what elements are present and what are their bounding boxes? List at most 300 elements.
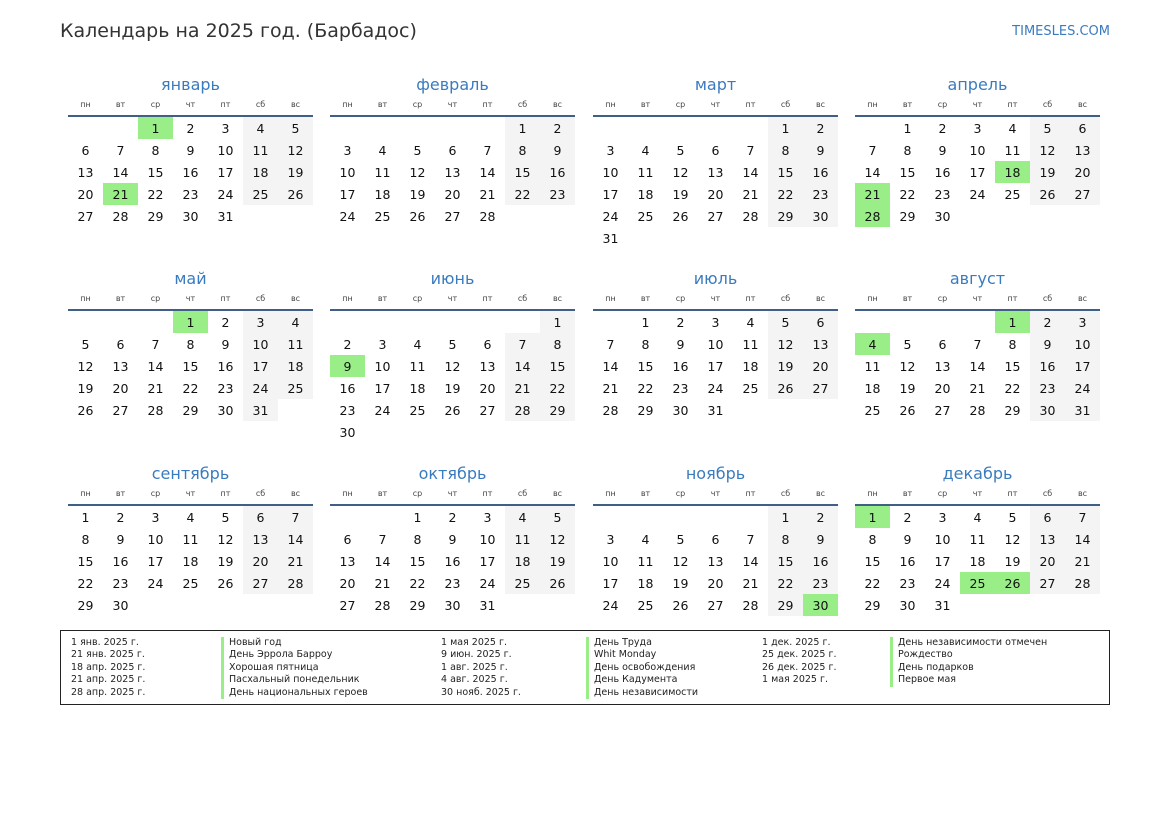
day-cell: 25 — [864, 402, 881, 418]
day-cell: 6 — [116, 336, 125, 352]
legend-holiday-name: День Кадумента — [586, 674, 698, 686]
weekday-header — [593, 291, 838, 306]
day-cell: 15 — [768, 161, 803, 183]
holiday-day-cell: 9 — [330, 355, 365, 377]
day-cell: 18 — [969, 553, 986, 569]
month-name: сентябрь — [151, 464, 230, 483]
day-cell: 16 — [1030, 355, 1065, 377]
empty-cell — [593, 506, 628, 528]
legend-date: 1 мая 2025 г. — [441, 637, 507, 648]
legend-dates-col-1 — [71, 637, 145, 699]
empty-cell — [365, 311, 400, 333]
day-cell: 11 — [374, 164, 391, 180]
day-cell: 16 — [899, 553, 916, 569]
day-cell: 25 — [182, 575, 199, 591]
weekday-label: вс — [290, 489, 301, 498]
day-cell: 13 — [77, 164, 94, 180]
day-cell: 17 — [339, 186, 356, 202]
weekday-label: пн — [605, 489, 616, 498]
weekday-header — [593, 97, 838, 112]
day-cell: 9 — [186, 142, 195, 158]
weekday-label: вт — [902, 294, 913, 303]
day-cell: 2 — [938, 120, 947, 136]
day-cell: 14 — [147, 358, 164, 374]
day-cell: 21 — [969, 380, 986, 396]
day-cell: 3 — [343, 142, 352, 158]
day-cell: 13 — [803, 333, 838, 355]
weekday-header — [593, 486, 838, 501]
legend-holiday-name: Пасхальный понедельник — [221, 674, 368, 686]
day-cell: 17 — [479, 553, 496, 569]
day-cell: 23 — [339, 402, 356, 418]
day-cell: 19 — [672, 186, 689, 202]
day-cell: 10 — [934, 531, 951, 547]
empty-cell — [330, 117, 365, 139]
empty-cell — [855, 117, 890, 139]
day-cell: 14 — [505, 355, 540, 377]
day-cell: 31 — [1065, 399, 1100, 421]
day-cell: 7 — [116, 142, 125, 158]
day-cell: 26 — [278, 183, 313, 205]
day-cell: 9 — [938, 142, 947, 158]
day-cell: 17 — [969, 164, 986, 180]
day-cell: 16 — [672, 358, 689, 374]
day-cell: 25 — [742, 380, 759, 396]
weekday-label: пн — [867, 100, 878, 109]
day-cell: 15 — [864, 553, 881, 569]
day-cell: 6 — [243, 506, 278, 528]
month-block — [68, 462, 313, 616]
day-cell: 23 — [182, 186, 199, 202]
day-cell: 1 — [540, 311, 575, 333]
weekday-label: сб — [255, 100, 266, 109]
empty-cell — [593, 117, 628, 139]
weekday-label: пн — [80, 294, 91, 303]
day-cell: 17 — [602, 186, 619, 202]
day-cell: 19 — [217, 553, 234, 569]
day-cell: 9 — [448, 531, 457, 547]
day-cell: 29 — [899, 208, 916, 224]
day-cell: 6 — [448, 142, 457, 158]
day-grid — [330, 117, 575, 227]
day-cell: 18 — [505, 550, 540, 572]
day-cell: 15 — [540, 355, 575, 377]
day-cell: 29 — [147, 208, 164, 224]
day-cell: 5 — [448, 336, 457, 352]
day-cell: 29 — [77, 597, 94, 613]
day-cell: 14 — [278, 528, 313, 550]
day-cell: 8 — [81, 531, 90, 547]
day-cell: 20 — [339, 575, 356, 591]
empty-cell — [733, 117, 768, 139]
weekday-header — [330, 97, 575, 112]
holiday-legend — [60, 630, 1110, 705]
day-cell: 20 — [444, 186, 461, 202]
day-grid — [593, 117, 838, 249]
day-cell: 14 — [112, 164, 129, 180]
day-cell: 22 — [505, 183, 540, 205]
day-cell: 15 — [182, 358, 199, 374]
day-cell: 22 — [1004, 380, 1021, 396]
weekday-label: вс — [815, 489, 826, 498]
empty-cell — [505, 311, 540, 333]
day-cell: 29 — [768, 594, 803, 616]
day-cell: 29 — [637, 402, 654, 418]
empty-cell — [400, 117, 435, 139]
day-cell: 27 — [707, 208, 724, 224]
day-cell: 17 — [934, 553, 951, 569]
weekday-label: чт — [710, 100, 721, 109]
day-cell: 19 — [768, 355, 803, 377]
day-cell: 27 — [707, 597, 724, 613]
day-cell: 7 — [746, 531, 755, 547]
day-cell: 29 — [409, 597, 426, 613]
weekday-label: сб — [255, 489, 266, 498]
weekday-label: ср — [675, 100, 686, 109]
day-grid — [855, 117, 1100, 227]
month-name: март — [694, 75, 737, 94]
day-cell: 31 — [602, 230, 619, 246]
day-cell: 12 — [672, 553, 689, 569]
day-cell: 6 — [803, 311, 838, 333]
day-cell: 13 — [707, 164, 724, 180]
weekday-label: ср — [150, 294, 161, 303]
day-cell: 3 — [938, 509, 947, 525]
legend-holiday-name: День национальных героев — [221, 687, 368, 699]
day-cell: 31 — [934, 597, 951, 613]
empty-cell — [103, 311, 138, 333]
day-cell: 26 — [540, 572, 575, 594]
day-cell: 2 — [803, 117, 838, 139]
day-cell: 17 — [707, 358, 724, 374]
weekday-label: пн — [80, 100, 91, 109]
day-cell: 4 — [505, 506, 540, 528]
day-cell: 6 — [343, 531, 352, 547]
weekday-label: сб — [517, 294, 528, 303]
day-cell: 6 — [81, 142, 90, 158]
holiday-day-cell: 4 — [855, 333, 890, 355]
day-cell: 20 — [479, 380, 496, 396]
month-name: июнь — [430, 269, 475, 288]
day-cell: 9 — [803, 139, 838, 161]
day-cell: 10 — [374, 358, 391, 374]
day-cell: 4 — [1008, 120, 1017, 136]
day-cell: 8 — [768, 528, 803, 550]
day-grid — [855, 311, 1100, 421]
day-cell: 3 — [973, 120, 982, 136]
day-cell: 5 — [903, 336, 912, 352]
legend-names-col-3 — [890, 637, 1047, 687]
holiday-day-cell: 26 — [995, 572, 1030, 594]
weekday-label: вт — [115, 294, 126, 303]
weekday-label: вт — [640, 294, 651, 303]
month-block — [330, 267, 575, 443]
day-cell: 6 — [711, 142, 720, 158]
legend-date: 1 дек. 2025 г. — [762, 637, 831, 648]
day-cell: 10 — [147, 531, 164, 547]
day-cell: 4 — [243, 117, 278, 139]
legend-date: 1 мая 2025 г. — [762, 674, 828, 686]
day-cell: 26 — [77, 402, 94, 418]
day-cell: 26 — [768, 377, 803, 399]
day-cell: 6 — [711, 531, 720, 547]
weekday-label: вт — [902, 489, 913, 498]
day-cell: 17 — [1065, 355, 1100, 377]
month-block — [330, 73, 575, 227]
weekday-label: сб — [780, 489, 791, 498]
day-cell: 23 — [444, 575, 461, 591]
weekday-label: пт — [1007, 294, 1018, 303]
day-cell: 11 — [637, 553, 654, 569]
legend-date: 4 авг. 2025 г. — [441, 674, 508, 686]
day-cell: 3 — [606, 531, 615, 547]
day-cell: 17 — [217, 164, 234, 180]
weekday-label: сб — [780, 100, 791, 109]
day-cell: 12 — [768, 333, 803, 355]
day-cell: 11 — [243, 139, 278, 161]
day-cell: 28 — [112, 208, 129, 224]
day-cell: 9 — [221, 336, 230, 352]
day-cell: 4 — [378, 142, 387, 158]
legend-dates-col-2 — [441, 637, 521, 699]
day-cell: 5 — [1008, 509, 1017, 525]
day-cell: 2 — [540, 117, 575, 139]
day-cell: 30 — [899, 597, 916, 613]
empty-cell — [925, 311, 960, 333]
legend-holiday-name: Новый год — [221, 637, 368, 649]
day-cell: 17 — [147, 553, 164, 569]
day-cell: 28 — [278, 572, 313, 594]
day-cell: 27 — [112, 402, 129, 418]
weekday-label: сб — [1042, 294, 1053, 303]
day-cell: 9 — [903, 531, 912, 547]
weekday-label: сб — [1042, 489, 1053, 498]
day-cell: 29 — [540, 399, 575, 421]
day-cell: 15 — [899, 164, 916, 180]
month-name: январь — [161, 75, 220, 94]
day-cell: 14 — [602, 358, 619, 374]
holiday-day-cell: 25 — [960, 572, 995, 594]
legend-holiday-name: День независимости — [586, 687, 698, 699]
day-cell: 28 — [742, 597, 759, 613]
weekday-label: чт — [972, 100, 983, 109]
day-cell: 5 — [278, 117, 313, 139]
legend-holiday-name: День Эррола Барроу — [221, 649, 368, 661]
day-cell: 19 — [672, 575, 689, 591]
empty-cell — [855, 311, 890, 333]
day-cell: 30 — [934, 208, 951, 224]
day-cell: 13 — [707, 553, 724, 569]
legend-holiday-name: День освобождения — [586, 662, 698, 674]
day-cell: 23 — [540, 183, 575, 205]
month-name: август — [949, 269, 1006, 288]
weekday-header — [68, 486, 313, 501]
day-cell: 2 — [448, 509, 457, 525]
day-cell: 2 — [1030, 311, 1065, 333]
day-cell: 23 — [803, 572, 838, 594]
day-cell: 24 — [969, 186, 986, 202]
weekday-label: чт — [710, 489, 721, 498]
month-block — [68, 73, 313, 227]
day-cell: 26 — [1030, 183, 1065, 205]
weekday-label: пн — [605, 100, 616, 109]
day-cell: 12 — [217, 531, 234, 547]
day-cell: 14 — [479, 164, 496, 180]
day-cell: 27 — [444, 208, 461, 224]
weekday-label: вс — [552, 489, 563, 498]
empty-cell — [628, 506, 663, 528]
day-cell: 2 — [903, 509, 912, 525]
day-cell: 26 — [899, 402, 916, 418]
day-cell: 31 — [707, 402, 724, 418]
day-cell: 4 — [641, 142, 650, 158]
day-cell: 28 — [742, 208, 759, 224]
day-cell: 18 — [243, 161, 278, 183]
day-cell: 23 — [672, 380, 689, 396]
day-cell: 9 — [540, 139, 575, 161]
day-cell: 8 — [151, 142, 160, 158]
weekday-label: пн — [342, 100, 353, 109]
weekday-label: вс — [1077, 294, 1088, 303]
day-cell: 13 — [1030, 528, 1065, 550]
day-cell: 8 — [540, 333, 575, 355]
weekday-label: пт — [482, 294, 493, 303]
legend-names-col-2 — [586, 637, 698, 699]
holiday-day-cell: 1 — [855, 506, 890, 528]
day-cell: 20 — [1065, 161, 1100, 183]
day-cell: 22 — [864, 575, 881, 591]
empty-cell — [365, 117, 400, 139]
day-cell: 28 — [602, 402, 619, 418]
day-cell: 1 — [768, 506, 803, 528]
month-block — [593, 462, 838, 616]
day-cell: 24 — [602, 597, 619, 613]
weekday-label: вт — [115, 100, 126, 109]
empty-cell — [663, 117, 698, 139]
day-cell: 13 — [444, 164, 461, 180]
day-cell: 27 — [243, 572, 278, 594]
day-cell: 11 — [409, 358, 426, 374]
day-cell: 28 — [479, 208, 496, 224]
holiday-day-cell: 1 — [995, 311, 1030, 333]
month-block — [855, 73, 1100, 227]
holiday-day-cell: 1 — [138, 117, 173, 139]
weekday-label: вс — [815, 294, 826, 303]
day-cell: 7 — [868, 142, 877, 158]
day-cell: 21 — [147, 380, 164, 396]
day-cell: 23 — [899, 575, 916, 591]
weekday-label: сб — [780, 294, 791, 303]
day-cell: 11 — [278, 333, 313, 355]
month-name: май — [174, 269, 207, 288]
weekday-label: вс — [815, 100, 826, 109]
day-cell: 21 — [505, 377, 540, 399]
day-cell: 18 — [409, 380, 426, 396]
day-cell: 13 — [112, 358, 129, 374]
weekday-label: пн — [867, 294, 878, 303]
day-cell: 10 — [339, 164, 356, 180]
day-cell: 11 — [864, 358, 881, 374]
day-cell: 8 — [903, 142, 912, 158]
day-cell: 29 — [768, 205, 803, 227]
day-cell: 20 — [707, 186, 724, 202]
day-cell: 19 — [409, 186, 426, 202]
day-cell: 26 — [217, 575, 234, 591]
weekday-label: вт — [640, 489, 651, 498]
day-cell: 16 — [339, 380, 356, 396]
day-cell: 30 — [672, 402, 689, 418]
weekday-label: чт — [972, 294, 983, 303]
empty-cell — [593, 311, 628, 333]
day-cell: 4 — [641, 531, 650, 547]
day-cell: 25 — [243, 183, 278, 205]
weekday-label: вс — [1077, 100, 1088, 109]
day-cell: 15 — [768, 550, 803, 572]
weekday-label: ср — [937, 294, 948, 303]
day-cell: 22 — [637, 380, 654, 396]
day-cell: 18 — [637, 186, 654, 202]
day-cell: 27 — [1030, 572, 1065, 594]
day-grid — [593, 506, 838, 616]
day-cell: 2 — [343, 336, 352, 352]
day-cell: 28 — [374, 597, 391, 613]
day-cell: 2 — [676, 314, 685, 330]
day-cell: 15 — [409, 553, 426, 569]
day-cell: 20 — [1030, 550, 1065, 572]
day-cell: 12 — [540, 528, 575, 550]
day-grid — [855, 506, 1100, 616]
day-cell: 20 — [77, 186, 94, 202]
day-cell: 26 — [409, 208, 426, 224]
day-cell: 28 — [1065, 572, 1100, 594]
day-cell: 22 — [768, 572, 803, 594]
day-cell: 23 — [217, 380, 234, 396]
day-cell: 25 — [409, 402, 426, 418]
day-cell: 10 — [969, 142, 986, 158]
day-grid — [68, 311, 313, 421]
day-cell: 7 — [151, 336, 160, 352]
month-name: декабрь — [942, 464, 1013, 483]
weekday-label: вт — [640, 100, 651, 109]
day-cell: 7 — [278, 506, 313, 528]
weekday-label: чт — [185, 489, 196, 498]
day-cell: 19 — [278, 161, 313, 183]
day-cell: 15 — [637, 358, 654, 374]
day-cell: 1 — [641, 314, 650, 330]
weekday-label: пт — [1007, 100, 1018, 109]
day-cell: 18 — [637, 575, 654, 591]
day-cell: 13 — [479, 358, 496, 374]
month-block — [593, 267, 838, 421]
day-cell: 3 — [221, 120, 230, 136]
day-cell: 17 — [374, 380, 391, 396]
empty-cell — [628, 117, 663, 139]
empty-cell — [698, 117, 733, 139]
site-link[interactable]: TIMESLES.COM — [1012, 24, 1110, 39]
day-cell: 3 — [606, 142, 615, 158]
day-cell: 8 — [413, 531, 422, 547]
day-cell: 19 — [1030, 161, 1065, 183]
empty-cell — [663, 506, 698, 528]
weekday-label: пн — [342, 294, 353, 303]
page-title: Календарь на 2025 год. (Барбадос) — [60, 20, 417, 42]
day-cell: 14 — [742, 164, 759, 180]
day-cell: 3 — [151, 509, 160, 525]
day-cell: 22 — [540, 377, 575, 399]
day-cell: 9 — [1030, 333, 1065, 355]
day-cell: 17 — [602, 575, 619, 591]
day-cell: 19 — [540, 550, 575, 572]
